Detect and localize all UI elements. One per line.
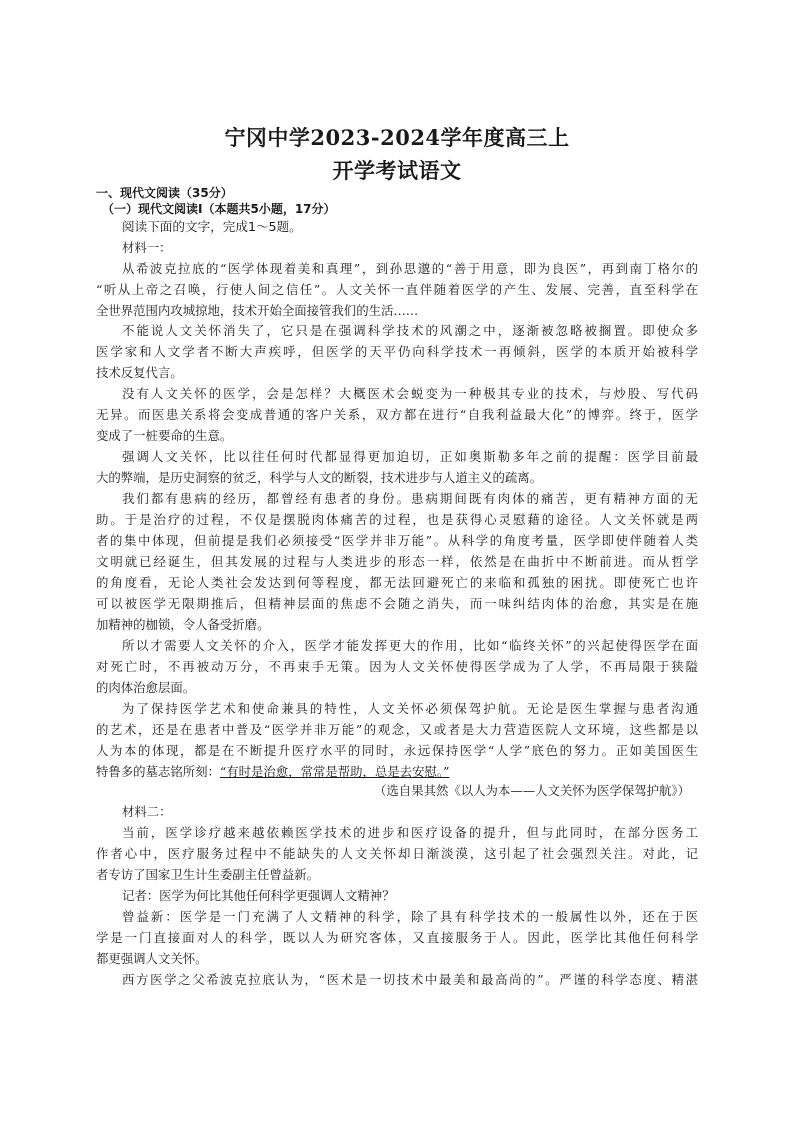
material2-label: 材料二： <box>122 804 172 819</box>
section-subheading: （一）现代文阅读Ⅰ（本题共5小题，17分） <box>102 202 336 216</box>
paragraph-line: 曾益新：医学是一门充满了人文精神的科学，除了具有科学技术的一般属性以外，还在于医 <box>122 909 698 924</box>
paragraph-line: 全世界范围内攻城掠地，技术开始全面接管我们的生活…… <box>96 303 419 318</box>
paragraph-line-end <box>96 763 698 780</box>
epitaph-quote: “有时是治愈，常常是帮助，总是去安慰。” <box>219 764 450 779</box>
paragraph-line: 我们都有患病的经历，都曾经有患者的身份。患病期间既有肉体的痛苦，更有精神方面的无 <box>122 491 698 506</box>
material1-label: 材料一： <box>122 240 172 255</box>
paragraph-line: 记者：医学为何比其他任何科学更强调人文精神？ <box>122 888 395 903</box>
paragraph-line: 大的弊端，是历史洞察的贫乏，科学与人文的断裂，技术进步与人道主义的疏离。 <box>96 470 543 485</box>
paragraph-line: 当前，医学诊疗越来越依赖医学技术的进步和医疗设备的提升，但与此同时，在部分医务工 <box>122 825 698 840</box>
paragraph-line: 技术反复代言。 <box>96 365 183 380</box>
paragraph-line: “听从上帝之召唤，行使人间之信任”。人文关怀一直伴随着医学的产生、发展、完善，直至科学在 <box>96 282 698 297</box>
paragraph-line: 者的集中体现，但前提是我们必须接受“医学并非万能”。从科学的角度考量，医学即使伴随着人类 <box>96 533 698 548</box>
paragraph-line: 的肉体治愈层面。 <box>96 680 196 695</box>
paragraph-line: 的艺术，还是在患者中普及“医学并非万能”的观念，又或者是大力营造医院人文环境，这些都是以 <box>96 722 698 737</box>
paragraph-line: 者专访了国家卫生计生委副主任曾益新。 <box>96 867 320 882</box>
instruction-text: 阅读下面的文字，完成1～5题。 <box>122 219 302 234</box>
paragraph-line: 医学家和人文学者不断大声疾呼，但医学的天平仍向科学技术一再倾斜，医学的本质开始被科学 <box>96 344 698 359</box>
paragraph-line: 强调人文关怀，比以往任何时代都显得更加迫切，正如奥斯勒多年之前的提醒：医学目前最 <box>122 449 698 464</box>
paragraph-line: 没有人文关怀的医学，会是怎样？大概医术会蜕变为一种极其专业的技术，与炒股、写代码 <box>122 386 698 401</box>
paragraph-line: 可以被医学无限期推后，但精神层面的焦虑不会随之消失，而一味纠结肉体的治愈，其实是在施 <box>96 596 698 611</box>
section-heading: 一、现代文阅读（35分） <box>96 186 233 200</box>
paragraph-line: 都更强调人文关怀。 <box>96 951 208 966</box>
paragraph-line: 人为本的体现，都是在不断提升医疗水平的同时，永远保持医学“人学”底色的努力。正如美国医生 <box>96 743 698 758</box>
paragraph-line: 助。于是治疗的过程，不仅是摆脱肉体痛苦的过程，也是获得心灵慰藉的途径。人文关怀就是两 <box>96 512 698 527</box>
paragraph-line: 文明就已经诞生，但其发展的过程与人类进步的形态一样，依然是在曲折中不断前进。而从哲学 <box>96 554 698 569</box>
paragraph-line: 所以才需要人文关怀的介入，医学才能发挥更大的作用，比如“临终关怀”的兴起使得医学在面 <box>122 638 698 653</box>
paragraph-line: 无异。而医患关系将会变成普通的客户关系，双方都在进行“自我利益最大化”的博弈。终于，医学 <box>96 407 698 422</box>
paragraph-line: 西方医学之父希波克拉底认为，“医术是一切技术中最美和最高尚的”。严谨的科学态度、精湛 <box>122 972 698 987</box>
paragraph-line: 从希波克拉底的“医学体现着美和真理”，到孙思邈的“善于用意，即为良医”，再到南丁格尔的 <box>122 261 698 276</box>
paragraph-line: 加精神的枷锁，令人备受折磨。 <box>96 617 270 632</box>
paragraph-line: 为了保持医学艺术和使命兼具的特性，人文关怀必须保驾护航。无论是医生掌握与患者沟通 <box>122 701 698 716</box>
paragraph-line: 对死亡时，不再被动万分，不再束手无策。因为人文关怀使得医学成为了人学，不再局限于狭隘 <box>96 659 698 674</box>
paragraph-line: 学是一门直接面对人的科学，既以人为研究客体，又直接服务于人。因此，医学比其他任何科学 <box>96 930 698 945</box>
epitaph-intro: 特鲁多的墓志铭所刻： <box>96 764 220 779</box>
paragraph-line: 的角度看，无论人类社会发达到何等程度，都无法回避死亡的来临和孤独的困扰。即使死亡也许 <box>96 575 698 590</box>
source-citation: （选自果其然《以人为本——人文关怀为医学保驾护航》） <box>374 783 690 798</box>
document-title-line2: 开学考试语文 <box>332 158 462 183</box>
document-title-line1: 宁冈中学2023-2024学年度高三上 <box>224 125 570 150</box>
paragraph-line: 不能说人文关怀消失了，它只是在强调科学技术的风潮之中，逐渐被忽略被搁置。即使众多 <box>122 323 698 338</box>
paragraph-line: 变成了一桩要命的生意。 <box>96 428 233 443</box>
paragraph-line: 作者心中，医疗服务过程中不能缺失的人文关怀却日渐淡漠，这引起了社会强烈关注。对此，记 <box>96 846 698 861</box>
